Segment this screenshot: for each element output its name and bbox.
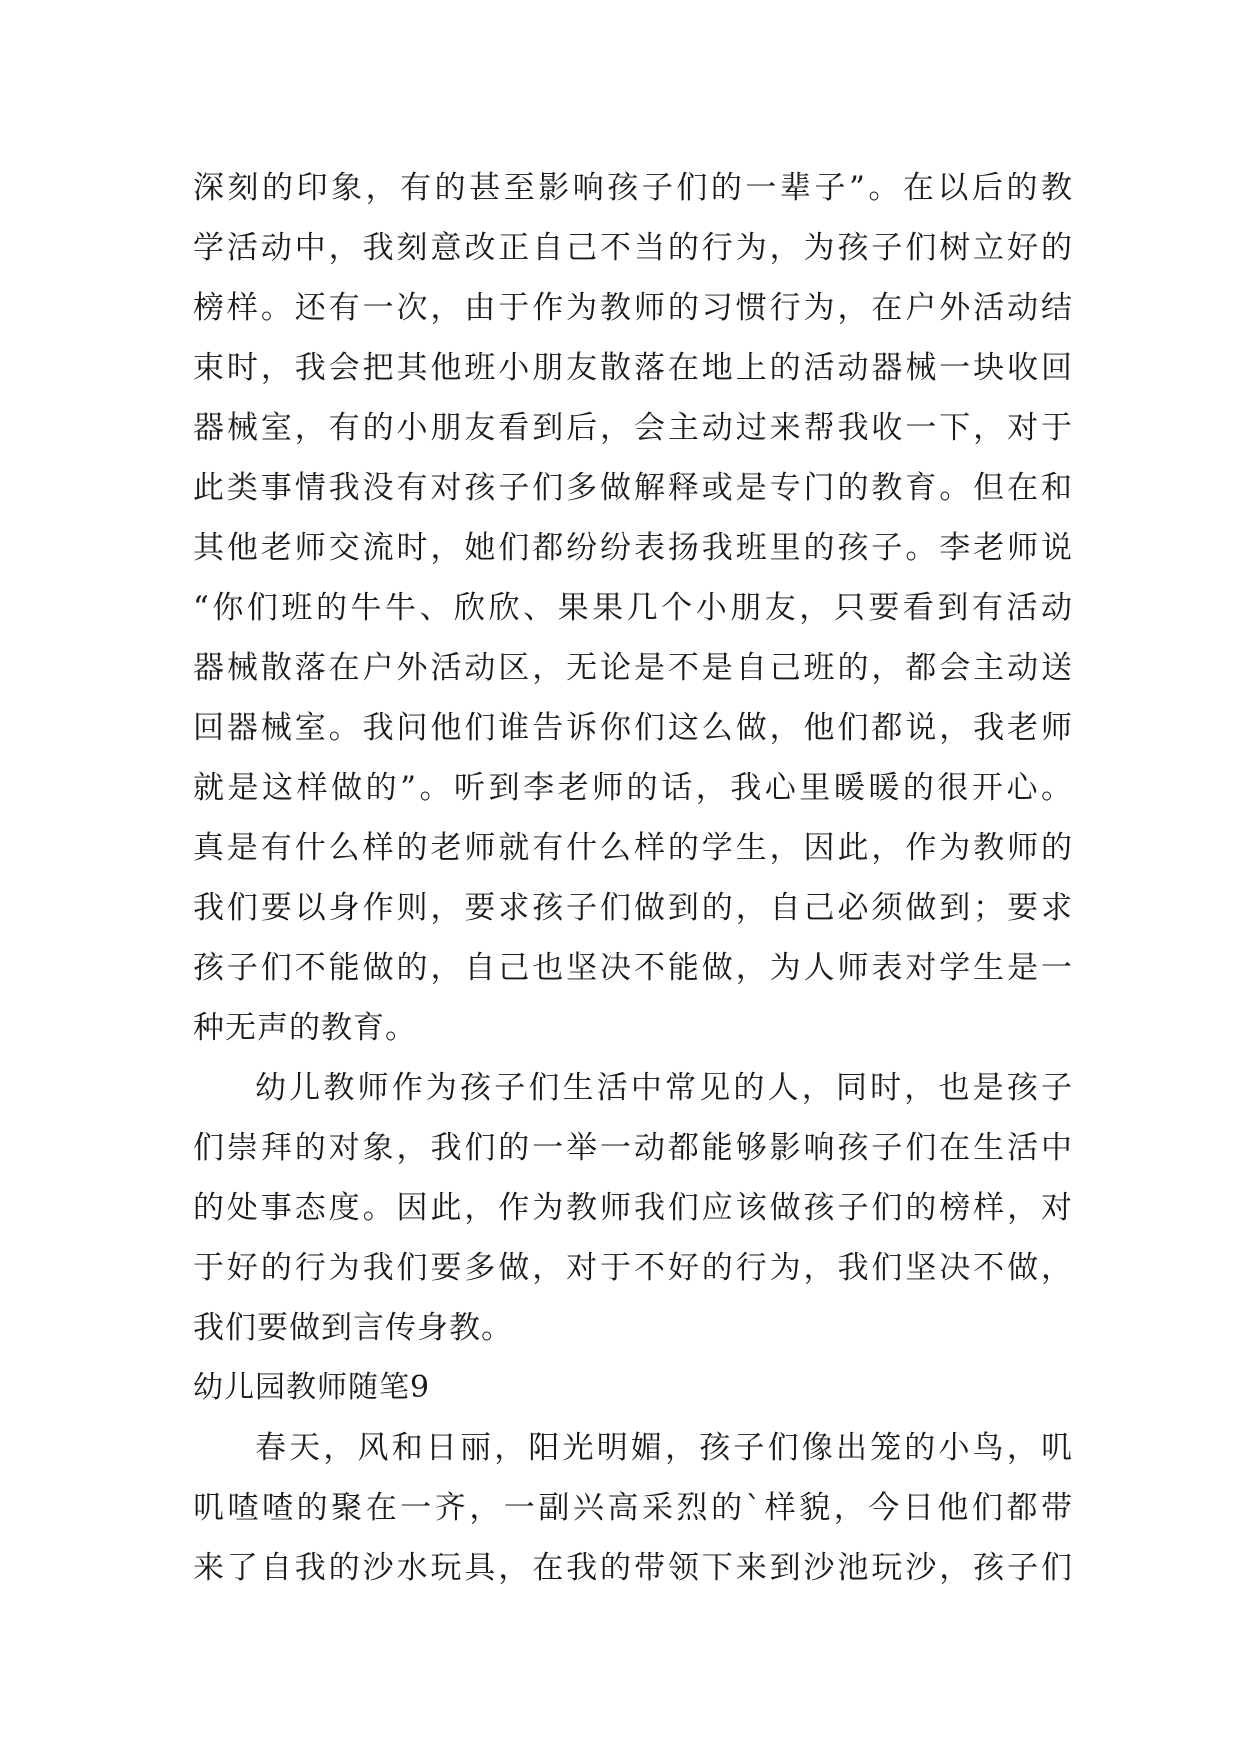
text-line: 来了自我的沙水玩具，在我的带领下来到沙池玩沙，孩子们 bbox=[193, 1550, 1073, 1586]
text-line: 其他老师交流时，她们都纷纷表扬我班里的孩子。李老师说 bbox=[193, 530, 1073, 566]
text-line: 们崇拜的对象，我们的一举一动都能够影响孩子们在生活中 bbox=[193, 1130, 1073, 1166]
text-line: 就是这样做的”。听到李老师的话，我心里暖暖的很开心。 bbox=[193, 770, 1073, 806]
text-line: “你们班的牛牛、欣欣、果果几个小朋友，只要看到有活动 bbox=[193, 590, 1073, 626]
text-line: 于好的行为我们要多做，对于不好的行为，我们坚决不做， bbox=[193, 1250, 1073, 1286]
section-heading: 幼儿园教师随笔9 bbox=[193, 1370, 431, 1405]
text-line: 春天，风和日丽，阳光明媚，孩子们像出笼的小鸟，叽 bbox=[255, 1430, 1073, 1466]
text-line: 器械室，有的小朋友看到后，会主动过来帮我收一下，对于 bbox=[193, 410, 1073, 446]
document-body bbox=[193, 158, 1073, 1598]
text-line: 此类事情我没有对孩子们多做解释或是专门的教育。但在和 bbox=[193, 470, 1073, 506]
text-line: 真是有什么样的老师就有什么样的学生，因此，作为教师的 bbox=[193, 830, 1073, 866]
text-line: 束时，我会把其他班小朋友散落在地上的活动器械一块收回 bbox=[193, 350, 1073, 386]
text-line: 深刻的印象，有的甚至影响孩子们的一辈子”。在以后的教 bbox=[193, 170, 1073, 206]
text-line: 学活动中，我刻意改正自己不当的行为，为孩子们树立好的 bbox=[193, 230, 1073, 266]
text-line: 我们要做到言传身教。 bbox=[193, 1310, 513, 1346]
paragraph bbox=[193, 158, 1073, 1058]
text-line: 孩子们不能做的，自己也坚决不能做，为人师表对学生是一 bbox=[193, 950, 1073, 986]
text-line: 我们要以身作则，要求孩子们做到的，自己必须做到；要求 bbox=[193, 890, 1073, 926]
text-line: 榜样。还有一次，由于作为教师的习惯行为，在户外活动结 bbox=[193, 290, 1073, 326]
paragraph bbox=[193, 1058, 1073, 1358]
text-line: 种无声的教育。 bbox=[193, 1010, 417, 1046]
paragraph bbox=[193, 1418, 1073, 1598]
text-line: 器械散落在户外活动区，无论是不是自己班的，都会主动送 bbox=[193, 650, 1073, 686]
text-line: 叽喳喳的聚在一齐，一副兴高采烈的`样貌，今日他们都带 bbox=[193, 1490, 1073, 1526]
text-line: 幼儿教师作为孩子们生活中常见的人，同时，也是孩子 bbox=[255, 1070, 1073, 1106]
text-line: 回器械室。我问他们谁告诉你们这么做，他们都说，我老师 bbox=[193, 710, 1073, 746]
text-line: 的处事态度。因此，作为教师我们应该做孩子们的榜样，对 bbox=[193, 1190, 1073, 1226]
